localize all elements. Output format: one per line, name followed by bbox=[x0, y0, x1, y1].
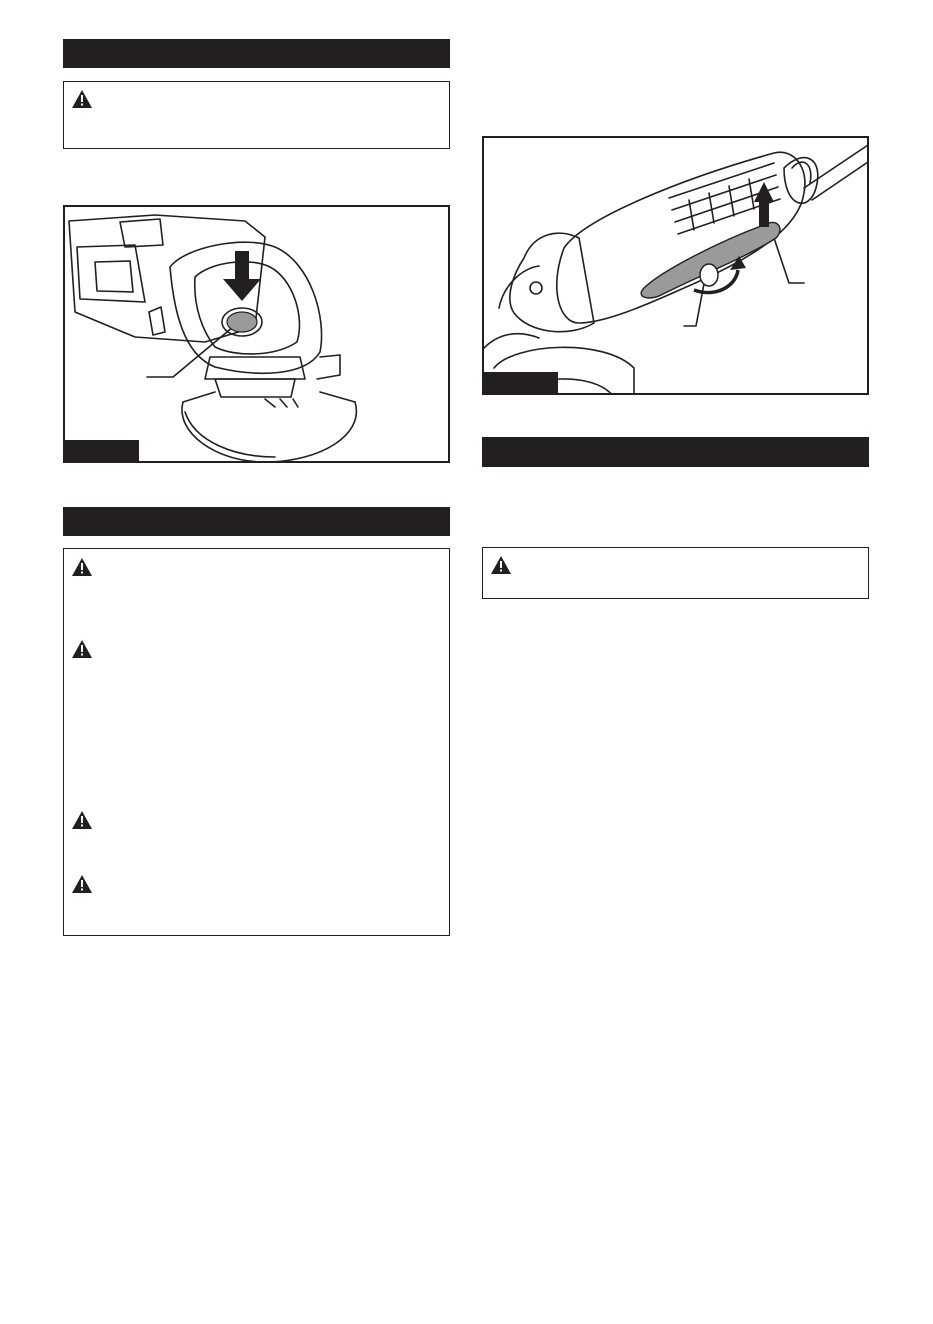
section-header-1 bbox=[63, 39, 450, 68]
arrow-down-icon bbox=[223, 251, 261, 301]
grinder-top-view-illustration bbox=[65, 207, 450, 463]
figure-1 bbox=[63, 205, 450, 463]
warning-box-1 bbox=[63, 81, 450, 149]
warning-triangle-icon bbox=[72, 875, 92, 893]
figure-2 bbox=[482, 136, 869, 395]
warning-triangle-icon bbox=[72, 811, 92, 829]
warning-triangle-icon bbox=[72, 640, 92, 658]
grinder-side-view-illustration bbox=[484, 138, 869, 395]
section-header-2 bbox=[63, 507, 450, 536]
warning-triangle-icon bbox=[72, 558, 92, 576]
warning-triangle-icon bbox=[491, 556, 511, 574]
warning-triangle-icon bbox=[72, 90, 92, 108]
figure-2-label bbox=[484, 372, 558, 393]
warning-box-2 bbox=[63, 548, 450, 936]
warning-box-3 bbox=[482, 547, 869, 599]
section-header-3 bbox=[482, 437, 869, 467]
figure-1-label bbox=[65, 440, 139, 461]
